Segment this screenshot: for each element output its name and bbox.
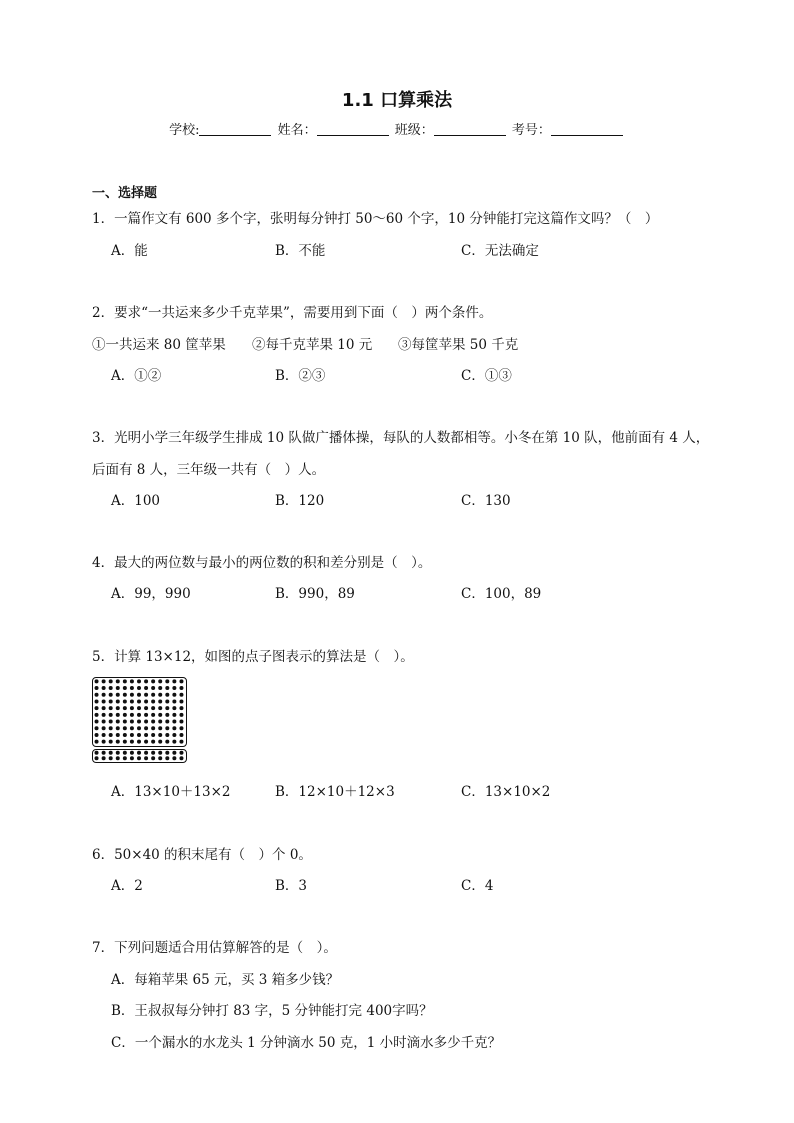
q2-option-c[interactable]: C．①③: [461, 368, 512, 384]
dot: [130, 751, 134, 755]
dot: [123, 720, 127, 724]
dot: [109, 720, 113, 724]
dot: [95, 720, 99, 724]
q1-option-c[interactable]: C．无法确定: [461, 243, 539, 259]
dot: [109, 733, 113, 737]
dot: [144, 756, 148, 760]
exam-no-blank[interactable]: [551, 123, 623, 136]
dot: [165, 679, 169, 683]
question-6-stem: 6．50×40 的积末尾有（ ）个 0。: [92, 847, 312, 863]
dot: [165, 720, 169, 724]
dot: [123, 679, 127, 683]
dot-array-2-rows: [92, 749, 187, 763]
dot: [130, 733, 134, 737]
dot: [109, 756, 113, 760]
dot: [130, 713, 134, 717]
dot: [102, 686, 106, 690]
q7-option-b[interactable]: B．王叔叔每分钟打 83 字，5 分钟能打完 400字吗？: [111, 1003, 433, 1019]
dot: [95, 726, 99, 730]
q2-condition-1: ①一共运来 80 筐苹果: [92, 337, 226, 353]
dot: [109, 706, 113, 710]
q4-option-a[interactable]: A．99，990: [111, 586, 191, 602]
dot: [95, 706, 99, 710]
dot: [123, 699, 127, 703]
dot: [172, 706, 176, 710]
name-label: 姓名：: [277, 123, 317, 138]
question-7-stem: 7．下列问题适合用估算解答的是（ ）。: [92, 940, 337, 956]
dot: [130, 699, 134, 703]
dot: [137, 740, 141, 744]
dot: [102, 751, 106, 755]
dot: [102, 720, 106, 724]
dot: [95, 713, 99, 717]
q6-option-a[interactable]: A．2: [111, 878, 143, 894]
dot: [172, 699, 176, 703]
dot: [95, 756, 99, 760]
dot: [151, 740, 155, 744]
dot: [165, 699, 169, 703]
dot: [109, 726, 113, 730]
dot: [172, 686, 176, 690]
dot: [109, 751, 113, 755]
dot: [165, 686, 169, 690]
dot: [116, 699, 120, 703]
dot: [123, 686, 127, 690]
dot: [137, 713, 141, 717]
dot: [123, 756, 127, 760]
question-5-stem: 5．计算 13×12，如图的点子图表示的算法是（ ）。: [92, 649, 414, 665]
question-1-stem: 1．一篇作文有 600 多个字，张明每分钟打 50～60 个字，10 分钟能打完这篇作文吗？（ ）: [92, 211, 659, 227]
question-3-stem-line2: 后面有 8 人，三年级一共有（ ）人。: [92, 462, 326, 478]
dot: [130, 740, 134, 744]
dot: [95, 686, 99, 690]
q4-option-b[interactable]: B．990，89: [275, 586, 355, 602]
class-label: 班级：: [394, 123, 434, 138]
dot: [179, 706, 183, 710]
q1-option-b[interactable]: B．不能: [275, 243, 326, 259]
q3-option-c[interactable]: C．130: [461, 493, 511, 509]
school-blank[interactable]: [199, 123, 271, 136]
dot: [123, 706, 127, 710]
dot: [137, 699, 141, 703]
dot: [137, 726, 141, 730]
dot: [158, 756, 162, 760]
dot: [102, 740, 106, 744]
dot: [179, 751, 183, 755]
class-blank[interactable]: [434, 123, 506, 136]
dot: [102, 756, 106, 760]
dot: [165, 726, 169, 730]
dot: [95, 679, 99, 683]
dot: [95, 740, 99, 744]
dot: [179, 686, 183, 690]
dot: [116, 756, 120, 760]
dot: [151, 726, 155, 730]
dot: [158, 751, 162, 755]
question-3-stem: 3．光明小学三年级学生排成 10 队做广播体操，每队的人数都相等。小冬在第 10 队，他前面有 4 人，: [92, 430, 710, 446]
dot: [95, 699, 99, 703]
dot: [123, 733, 127, 737]
dot: [172, 740, 176, 744]
dot: [158, 686, 162, 690]
dot: [151, 720, 155, 724]
student-info-row: [0, 119, 794, 138]
dot: [144, 713, 148, 717]
dot: [179, 756, 183, 760]
dot: [116, 726, 120, 730]
dot: [151, 693, 155, 697]
dot: [109, 699, 113, 703]
dot: [144, 699, 148, 703]
dot: [158, 733, 162, 737]
dot: [144, 720, 148, 724]
dot: [179, 740, 183, 744]
dot: [158, 679, 162, 683]
dot: [172, 751, 176, 755]
dot: [144, 740, 148, 744]
dot: [130, 693, 134, 697]
q1-option-a[interactable]: A．能: [111, 243, 148, 259]
dot: [158, 726, 162, 730]
dot: [137, 706, 141, 710]
dot: [123, 740, 127, 744]
q5-option-a[interactable]: A．13×10＋13×2: [111, 784, 231, 800]
dot: [116, 740, 120, 744]
dot: [165, 751, 169, 755]
dot: [95, 751, 99, 755]
dot: [116, 713, 120, 717]
dot: [179, 679, 183, 683]
dot-grid-large: [93, 678, 185, 745]
dot: [116, 693, 120, 697]
dot: [130, 679, 134, 683]
dot: [144, 751, 148, 755]
dot: [130, 706, 134, 710]
q3-option-b[interactable]: B．120: [275, 493, 325, 509]
dot: [102, 726, 106, 730]
dot: [179, 699, 183, 703]
section-heading: 一、选择题: [92, 186, 158, 201]
dot: [165, 693, 169, 697]
dot: [109, 693, 113, 697]
dot: [123, 726, 127, 730]
dot: [151, 756, 155, 760]
dot: [172, 720, 176, 724]
dot: [172, 679, 176, 683]
dot: [130, 686, 134, 690]
dot: [116, 733, 120, 737]
dot: [130, 720, 134, 724]
dot: [151, 733, 155, 737]
q6-option-b[interactable]: B．3: [275, 878, 308, 894]
dot: [137, 693, 141, 697]
dot: [179, 733, 183, 737]
dot: [144, 706, 148, 710]
dot: [151, 699, 155, 703]
dot-grid-small: [93, 750, 185, 761]
dot: [144, 686, 148, 690]
q2-condition-3: ③每筐苹果 50 千克: [398, 337, 519, 353]
dot: [95, 693, 99, 697]
dot: [102, 693, 106, 697]
dot: [179, 693, 183, 697]
dot: [137, 733, 141, 737]
dot: [172, 756, 176, 760]
dot: [179, 726, 183, 730]
dot: [95, 733, 99, 737]
dot: [116, 686, 120, 690]
dot: [144, 726, 148, 730]
dot: [179, 713, 183, 717]
q6-option-c[interactable]: C．4: [461, 878, 494, 894]
dot: [109, 740, 113, 744]
dot: [109, 713, 113, 717]
dot: [151, 713, 155, 717]
dot: [165, 740, 169, 744]
dot: [172, 726, 176, 730]
dot: [151, 686, 155, 690]
dot: [165, 756, 169, 760]
dot: [116, 751, 120, 755]
dot: [102, 706, 106, 710]
q5-option-b[interactable]: B．12×10＋12×3: [275, 784, 395, 800]
q2-condition-2: ②每千克苹果 10 元: [252, 337, 373, 353]
school-label: 学校:: [169, 123, 200, 138]
dot: [158, 740, 162, 744]
dot: [172, 693, 176, 697]
dot: [116, 706, 120, 710]
dot: [102, 679, 106, 683]
exam-no-label: 考号：: [511, 123, 551, 138]
q7-option-a[interactable]: A．每箱苹果 65 元，买 3 箱多少钱？: [111, 972, 340, 988]
dot: [158, 713, 162, 717]
dot: [151, 679, 155, 683]
dot: [179, 720, 183, 724]
dot: [137, 679, 141, 683]
dot: [144, 733, 148, 737]
dot: [130, 726, 134, 730]
dot: [137, 686, 141, 690]
dot: [172, 733, 176, 737]
dot: [137, 720, 141, 724]
q2-option-a[interactable]: A．①②: [111, 368, 162, 384]
dot: [158, 693, 162, 697]
q3-option-a[interactable]: A．100: [111, 493, 161, 509]
dot: [116, 679, 120, 683]
dot: [116, 720, 120, 724]
dot: [123, 751, 127, 755]
dot-array-10-rows: [92, 677, 187, 747]
question-4-stem: 4．最大的两位数与最小的两位数的积和差分别是（ ）。: [92, 555, 432, 571]
dot: [109, 686, 113, 690]
dot: [123, 713, 127, 717]
dot: [165, 733, 169, 737]
dot: [137, 751, 141, 755]
dot: [151, 706, 155, 710]
dot: [158, 720, 162, 724]
dot: [130, 756, 134, 760]
dot: [158, 706, 162, 710]
dot: [109, 679, 113, 683]
q7-option-c[interactable]: C．一个漏水的水龙头 1 分钟滴水 50 克，1 小时滴水多少千克？: [111, 1035, 502, 1051]
dot: [144, 679, 148, 683]
question-2-stem: 2．要求“一共运来多少千克苹果”，需要用到下面（ ）两个条件。: [92, 305, 493, 321]
name-blank[interactable]: [317, 123, 389, 136]
dot: [165, 706, 169, 710]
dot: [102, 713, 106, 717]
page-title: 1.1 口算乘法: [341, 90, 453, 111]
dot: [151, 751, 155, 755]
dot: [158, 699, 162, 703]
q2-option-b[interactable]: B．②③: [275, 368, 326, 384]
q4-option-c[interactable]: C．100，89: [461, 586, 542, 602]
dot: [172, 713, 176, 717]
dot: [137, 756, 141, 760]
dot: [123, 693, 127, 697]
dot: [102, 733, 106, 737]
dot: [144, 693, 148, 697]
q5-option-c[interactable]: C．13×10×2: [461, 784, 551, 800]
dot: [165, 713, 169, 717]
dot: [102, 699, 106, 703]
